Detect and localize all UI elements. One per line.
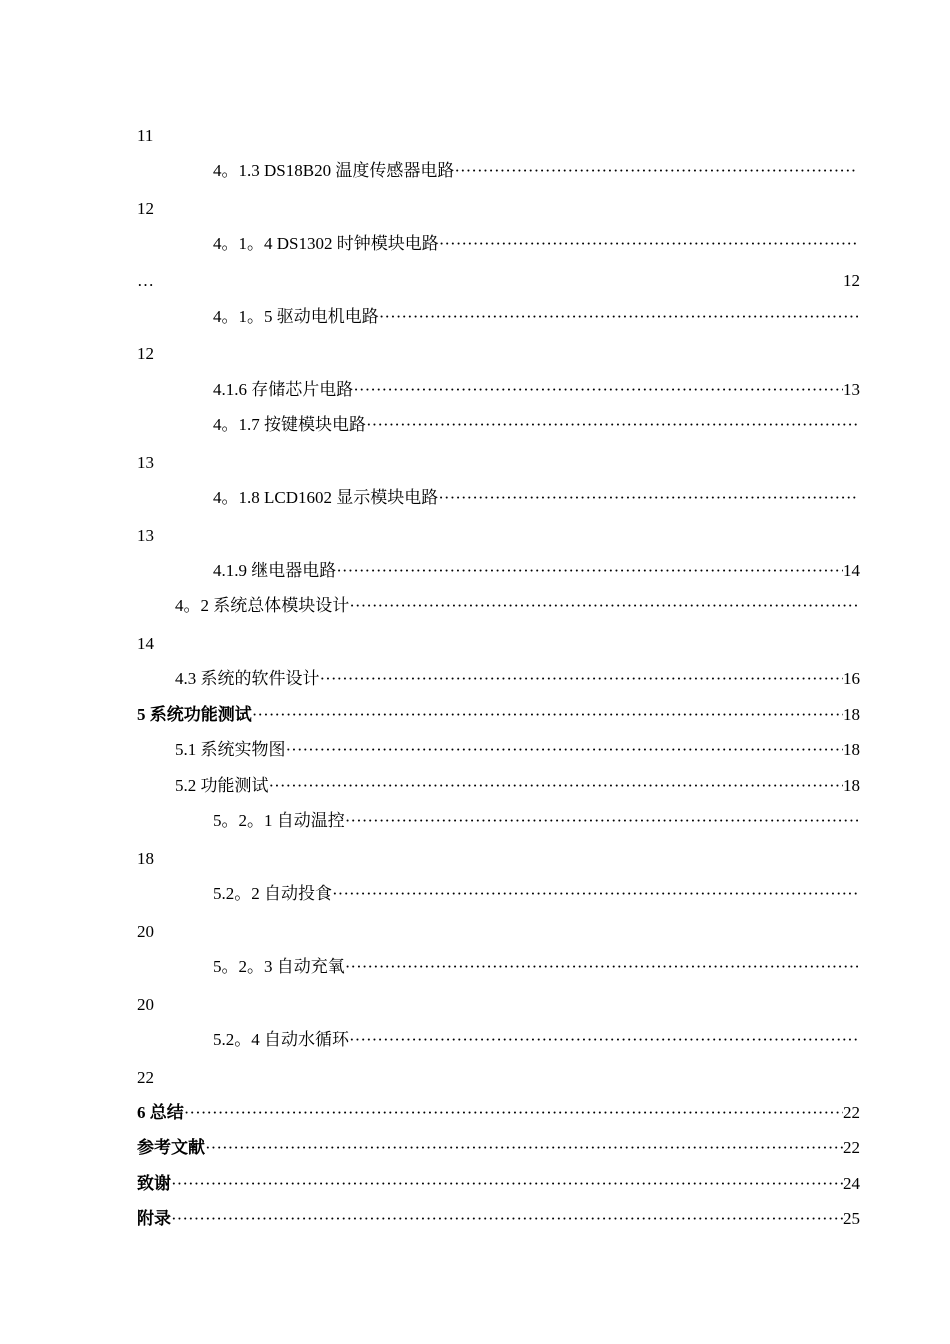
toc-page-number	[137, 1066, 217, 1090]
toc-entry-title: 4。2 系统总体模块设计	[175, 596, 350, 615]
toc-entry-4-1-5[interactable]	[213, 305, 858, 329]
toc-entry-title: 4。1.3 DS18B20 温度传感器电路	[213, 161, 455, 180]
toc-entry-title: 5.2。2 自动投食	[213, 884, 332, 903]
toc-entry-4-1-9[interactable]	[213, 559, 860, 583]
toc-entry-references[interactable]	[137, 1136, 860, 1160]
toc-entry-4-1-7[interactable]	[213, 413, 858, 437]
toc-page-number-text: 20	[137, 922, 154, 941]
toc-leader-dots	[286, 738, 844, 762]
toc-leader-dots	[353, 378, 843, 402]
toc-entry-title: 参考文献	[137, 1138, 205, 1157]
toc-page-number	[137, 920, 217, 944]
toc-entry-5-1[interactable]	[175, 738, 860, 762]
toc-entry-4-2[interactable]	[175, 594, 858, 618]
toc-page-number-text: 16	[843, 669, 860, 688]
toc-entry-5-2-3[interactable]	[213, 955, 858, 979]
toc-leader-dots	[171, 1172, 843, 1196]
toc-entry-chapter-5[interactable]	[137, 703, 860, 727]
toc-page-number	[137, 847, 217, 871]
toc-entry-5-2-2[interactable]	[213, 882, 858, 906]
toc-entry-title: 4。1。5 驱动电机电路	[213, 307, 379, 326]
toc-page-number-text: 18	[843, 740, 860, 759]
toc-entry-4-1-3[interactable]	[213, 159, 858, 183]
toc-leader-dots	[366, 413, 858, 437]
toc-entry-title: 4。1.8 LCD1602 显示模块电路	[213, 488, 439, 507]
toc-leader-dots	[349, 1028, 858, 1052]
toc-page-number-text: 18	[843, 705, 860, 724]
toc-entry-title: 4.1.6 存储芯片电路	[213, 380, 354, 399]
toc-entry-title: 致谢	[137, 1174, 171, 1193]
toc-page-number-text: 13	[137, 526, 154, 545]
toc-entry-title: 5.1 系统实物图	[175, 740, 286, 759]
toc-entry-continuation	[137, 269, 860, 293]
toc-leader-dots	[184, 1101, 843, 1125]
toc-entry-4-1-4[interactable]	[213, 232, 858, 256]
toc-entry-title: 4。1.7 按键模块电路	[213, 415, 366, 434]
toc-page-number	[137, 124, 217, 148]
toc-leader-dots	[269, 774, 844, 798]
toc-leader-dots	[336, 559, 843, 583]
toc-page-number	[137, 524, 217, 548]
toc-entry-title: 5.2 功能测试	[175, 776, 269, 795]
toc-page-number-text: 12	[843, 271, 860, 290]
toc-page-number-text: 25	[843, 1209, 860, 1228]
toc-leader-dots	[205, 1136, 843, 1160]
toc-page-number-text: 22	[843, 1103, 860, 1122]
toc-page-number-text: 14	[843, 561, 860, 580]
toc-entry-5-2-1[interactable]	[213, 809, 858, 833]
toc-entry-4-1-6[interactable]	[213, 378, 860, 402]
toc-leader-dots	[345, 809, 858, 833]
toc-page-number	[137, 197, 217, 221]
toc-entry-title: 5 系统功能测试	[137, 705, 252, 724]
toc-entry-title: 附录	[137, 1209, 171, 1228]
toc-page-number-text: 11	[137, 126, 154, 145]
toc-page-number-text: 13	[137, 453, 154, 472]
toc-leader-continuation: …	[137, 271, 154, 290]
toc-page-number-text: 24	[843, 1174, 860, 1193]
toc-entry-title: 5。2。1 自动温控	[213, 811, 345, 830]
toc-entry-title: 6 总结	[137, 1103, 184, 1122]
toc-page-number	[137, 993, 217, 1017]
toc-entry-5-2-4[interactable]	[213, 1028, 858, 1052]
toc-entry-title: 5.2。4 自动水循环	[213, 1030, 349, 1049]
toc-entry-chapter-6[interactable]	[137, 1101, 860, 1125]
toc-leader-dots	[379, 305, 858, 329]
toc-leader-dots	[349, 594, 858, 618]
toc-page-number	[137, 342, 217, 366]
toc-page-number-text: 18	[843, 776, 860, 795]
toc-page-number-text: 12	[137, 199, 154, 218]
toc-leader-dots	[345, 955, 858, 979]
toc-leader-dots	[439, 232, 858, 256]
toc-leader-dots	[320, 667, 844, 691]
toc-page-number-text: 22	[843, 1138, 860, 1157]
toc-page-number-text: 12	[137, 344, 154, 363]
toc-leader-dots	[454, 159, 858, 183]
toc-page-number-text: 22	[137, 1068, 154, 1087]
toc-leader-dots	[171, 1207, 843, 1231]
toc-page-number	[137, 632, 217, 656]
toc-entry-4-1-8[interactable]	[213, 486, 858, 510]
toc-page-number	[137, 451, 217, 475]
toc-entry-appendix[interactable]	[137, 1207, 860, 1231]
toc-page-number-text: 13	[843, 380, 860, 399]
toc-leader-dots	[252, 703, 843, 727]
toc-entry-title: 5。2。3 自动充氧	[213, 957, 345, 976]
toc-entry-acknowledgements[interactable]	[137, 1172, 860, 1196]
toc-entry-title: 4。1。4 DS1302 时钟模块电路	[213, 234, 439, 253]
toc-page-number-text: 18	[137, 849, 154, 868]
toc-page-number-text: 14	[137, 634, 154, 653]
toc-entry-4-3[interactable]	[175, 667, 860, 691]
toc-leader-dots	[438, 486, 858, 510]
toc-entry-title: 4.3 系统的软件设计	[175, 669, 320, 688]
toc-page-number-text: 20	[137, 995, 154, 1014]
toc-leader-dots	[332, 882, 858, 906]
toc-entry-title: 4.1.9 继电器电路	[213, 561, 337, 580]
toc-entry-5-2[interactable]	[175, 774, 860, 798]
